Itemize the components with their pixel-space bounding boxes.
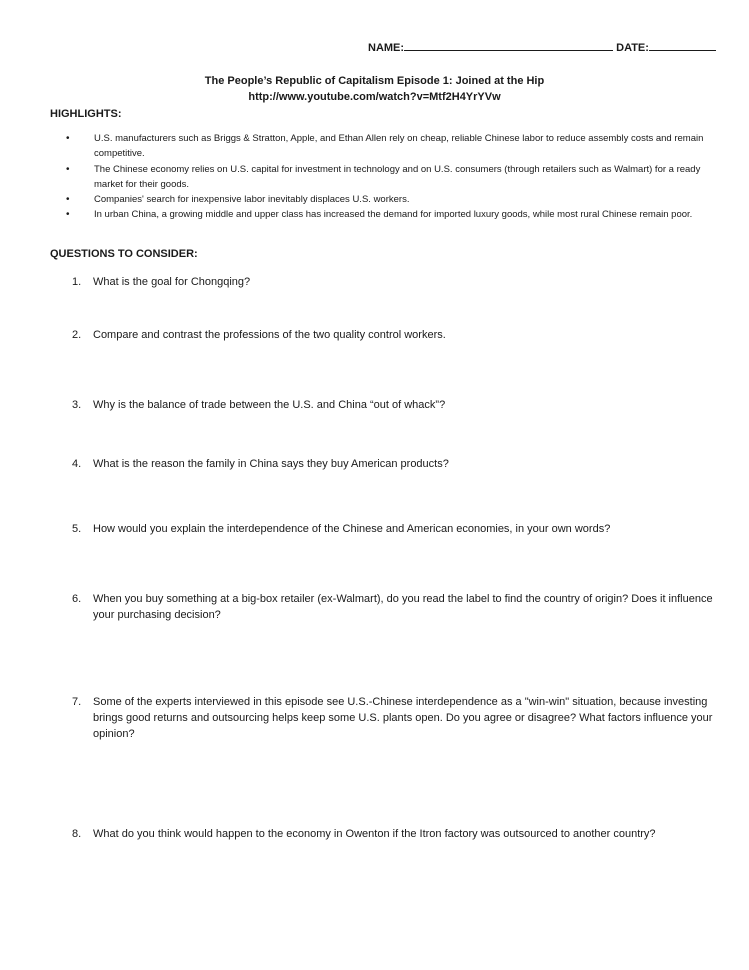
highlight-item (66, 131, 716, 162)
date-label: DATE: (616, 42, 649, 54)
question-text: Why is the balance of trade between the U.S. and China “out of whack”? (93, 399, 446, 411)
questions-heading: QUESTIONS TO CONSIDER: (50, 248, 198, 260)
highlight-text: The Chinese economy relies on U.S. capital for investment in technology and on U.S. consumers (through retailers such as Walmart) for a ready market for their goods. (94, 163, 701, 190)
name-label: NAME: (368, 42, 405, 54)
question-number: 5. (72, 523, 82, 535)
question-text: Some of the experts interviewed in this episode see U.S.-Chinese interdependence as a "win-win" situation, because investing brings good returns and outsourcing helps keep some U.S. plants open. Do you agree or disagree? What factors influence your opinion? (93, 696, 713, 740)
question-item (72, 694, 722, 742)
bullet-icon: • (66, 133, 70, 144)
highlight-text: In urban China, a growing middle and upper class has increased the demand for imported luxury goods, while most rural Chinese remain poor. (94, 209, 693, 221)
question-text: What is the goal for Chongqing? (93, 276, 251, 288)
worksheet-title (0, 73, 749, 105)
name-blank[interactable] (404, 40, 613, 51)
question-number: 4. (72, 458, 82, 470)
bullet-icon: • (66, 209, 70, 221)
question-number: 6. (72, 593, 82, 605)
bullet-icon: • (66, 163, 70, 175)
video-url: http://www.youtube.com/watch?v=Mtf2H4YrYVw (248, 91, 501, 103)
highlights-list (66, 131, 716, 223)
question-item (72, 327, 722, 343)
question-text: Compare and contrast the professions of the two quality control workers. (93, 329, 446, 341)
question-item (72, 274, 722, 290)
episode-title: The People’s Republic of Capitalism Episode 1: Joined at the Hip (204, 75, 545, 87)
bullet-icon: • (66, 194, 70, 206)
question-number: 2. (72, 329, 82, 341)
question-number: 8. (72, 828, 82, 840)
highlight-item (66, 162, 716, 193)
question-number: 3. (72, 399, 82, 411)
name-date-line (368, 40, 716, 54)
highlight-text: Companies' search for inexpensive labor inevitably displaces U.S. workers. (94, 194, 410, 206)
question-text: What is the reason the family in China says they buy American products? (93, 458, 449, 470)
question-text: What do you think would happen to the economy in Owenton if the Itron factory was outsourced to another country? (93, 828, 656, 840)
date-blank[interactable] (649, 40, 716, 51)
question-item (72, 521, 722, 537)
highlight-item (66, 192, 716, 207)
question-number: 7. (72, 696, 82, 708)
question-text: When you buy something at a big-box retailer (ex-Walmart), do you read the label to find the country of origin? Does it influence your purchasing decision? (93, 593, 713, 621)
highlight-text: U.S. manufacturers such as Briggs & Stratton, Apple, and Ethan Allen rely on cheap, reliable Chinese labor to reduce assembly costs and remain competitive. (94, 133, 704, 160)
question-item (72, 397, 722, 413)
question-item (72, 826, 722, 842)
question-item (72, 591, 722, 623)
question-number: 1. (72, 276, 82, 288)
question-text: How would you explain the interdependence of the Chinese and American economies, in your own words? (93, 523, 611, 535)
question-item (72, 456, 722, 472)
highlights-heading: HIGHLIGHTS: (50, 108, 122, 120)
highlight-item (66, 207, 716, 222)
